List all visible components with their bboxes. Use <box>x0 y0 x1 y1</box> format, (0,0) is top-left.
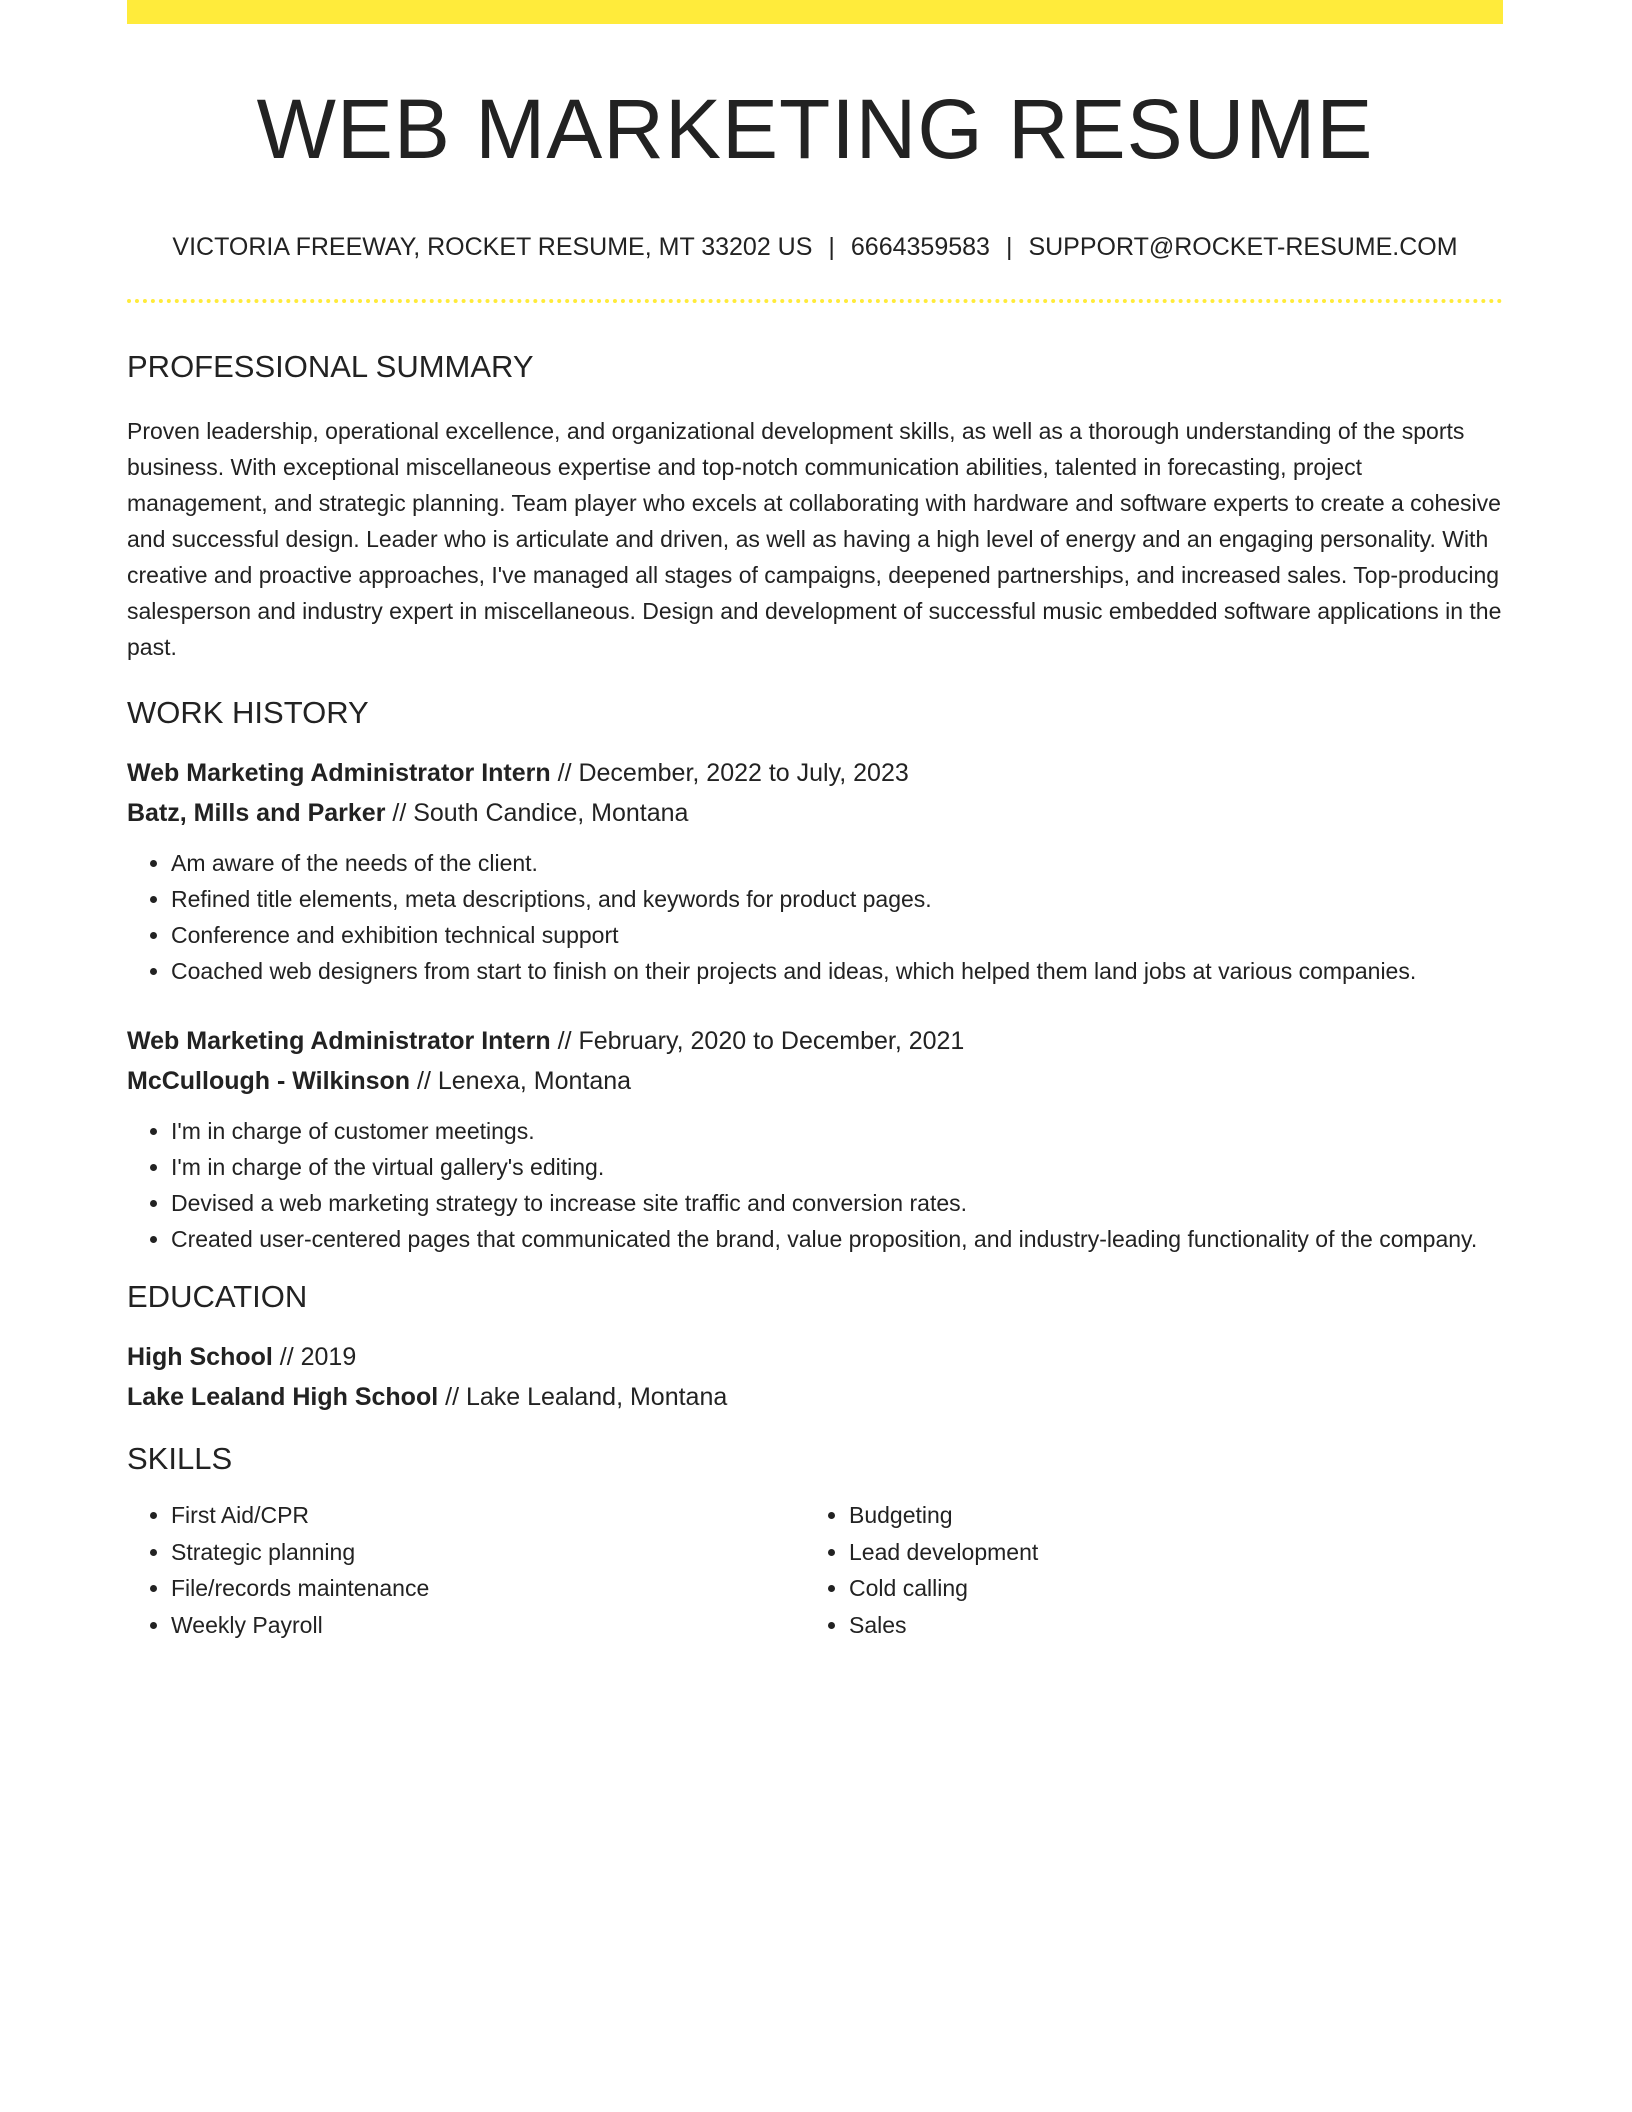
dotted-divider <box>127 299 1503 303</box>
job-bullets <box>127 1113 1503 1257</box>
skills-list-right <box>805 1497 1483 1643</box>
skill-item: • File/records maintenance <box>171 1570 805 1607</box>
skill-item: • Cold calling <box>849 1570 1483 1607</box>
contact-line <box>127 229 1503 265</box>
job-company-line <box>127 1061 1503 1101</box>
job-title: Web Marketing Administrator Intern <box>127 1027 551 1055</box>
job-title: Web Marketing Administrator Intern <box>127 759 551 787</box>
job-bullet: • Coached web designers from start to finish on their projects and ideas, which helped them land jobs at various companies. <box>171 953 1503 989</box>
job-bullet: • I'm in charge of customer meetings. <box>171 1113 1503 1149</box>
education-year: // 2019 <box>272 1343 357 1371</box>
summary-heading: PROFESSIONAL SUMMARY <box>127 349 534 384</box>
skill-item: • Budgeting <box>849 1497 1483 1534</box>
contact-separator: | <box>828 233 835 261</box>
job-dates: // February, 2020 to December, 2021 <box>550 1027 965 1055</box>
job-title-line <box>127 753 1503 793</box>
education-location: // Lake Lealand, Montana <box>438 1383 728 1411</box>
skill-item: • Sales <box>849 1607 1483 1644</box>
job-bullet: • Devised a web marketing strategy to increase site traffic and conversion rates. <box>171 1185 1503 1221</box>
skill-item: • Strategic planning <box>171 1534 805 1571</box>
skill-item: • Lead development <box>849 1534 1483 1571</box>
skill-item: • First Aid/CPR <box>171 1497 805 1534</box>
education-heading: EDUCATION <box>127 1279 308 1314</box>
job-bullet: • Refined title elements, meta descriptions, and keywords for product pages. <box>171 881 1503 917</box>
work-history-heading: WORK HISTORY <box>127 695 369 730</box>
job-bullet: • Am aware of the needs of the client. <box>171 845 1503 881</box>
contact-phone: 6664359583 <box>850 233 990 261</box>
education-degree-line <box>127 1337 1503 1377</box>
job-company: McCullough - Wilkinson <box>127 1067 411 1095</box>
resume-title: WEB MARKETING RESUME <box>256 82 1374 176</box>
resume-page <box>127 0 1503 1643</box>
job-entry <box>127 753 1503 989</box>
job-location: // Lenexa, Montana <box>410 1067 632 1095</box>
job-title-line <box>127 1021 1503 1061</box>
skills-columns <box>127 1497 1503 1643</box>
top-accent-bar <box>127 0 1503 24</box>
summary-text: Proven leadership, operational excellence, and organizational development skills, as well as a thorough understanding of the sports business. With exceptional miscellaneous expertise and top-notch communication abilities, talented in forecasting, project management, and strategic planning. Team player who excels at collaborating with hardware and software experts to create a cohesive and successful design. Leader who is articulate and driven, as well as having a high level of energy and an engaging personality. With creative and proactive approaches, I've managed all stages of campaigns, deepened partnerships, and increased sales. Top-producing salesperson and industry expert in miscellaneous. Design and development of successful music embedded software applications in the past. <box>127 418 1502 660</box>
contact-separator: | <box>1005 233 1013 261</box>
job-company-line <box>127 793 1503 833</box>
education-school-line <box>127 1377 1503 1417</box>
job-bullets <box>127 845 1503 989</box>
skills-heading: SKILLS <box>127 1441 233 1476</box>
contact-address: VICTORIA FREEWAY, ROCKET RESUME, MT 33202 US <box>172 233 813 261</box>
job-bullet: • I'm in charge of the virtual gallery's editing. <box>171 1149 1503 1185</box>
job-bullet: • Created user-centered pages that communicated the brand, value proposition, and industry-leading functionality of the company. <box>171 1221 1503 1257</box>
job-bullet: • Conference and exhibition technical support <box>171 917 1503 953</box>
skills-list-left <box>127 1497 805 1643</box>
job-entry <box>127 1021 1503 1257</box>
job-company: Batz, Mills and Parker <box>127 799 386 827</box>
job-location: // South Candice, Montana <box>385 799 689 827</box>
education-school: Lake Lealand High School <box>127 1383 439 1411</box>
education-degree: High School <box>127 1343 273 1371</box>
job-dates: // December, 2022 to July, 2023 <box>550 759 909 787</box>
contact-email: SUPPORT@ROCKET-RESUME.COM <box>1028 233 1458 261</box>
skill-item: • Weekly Payroll <box>171 1607 805 1644</box>
